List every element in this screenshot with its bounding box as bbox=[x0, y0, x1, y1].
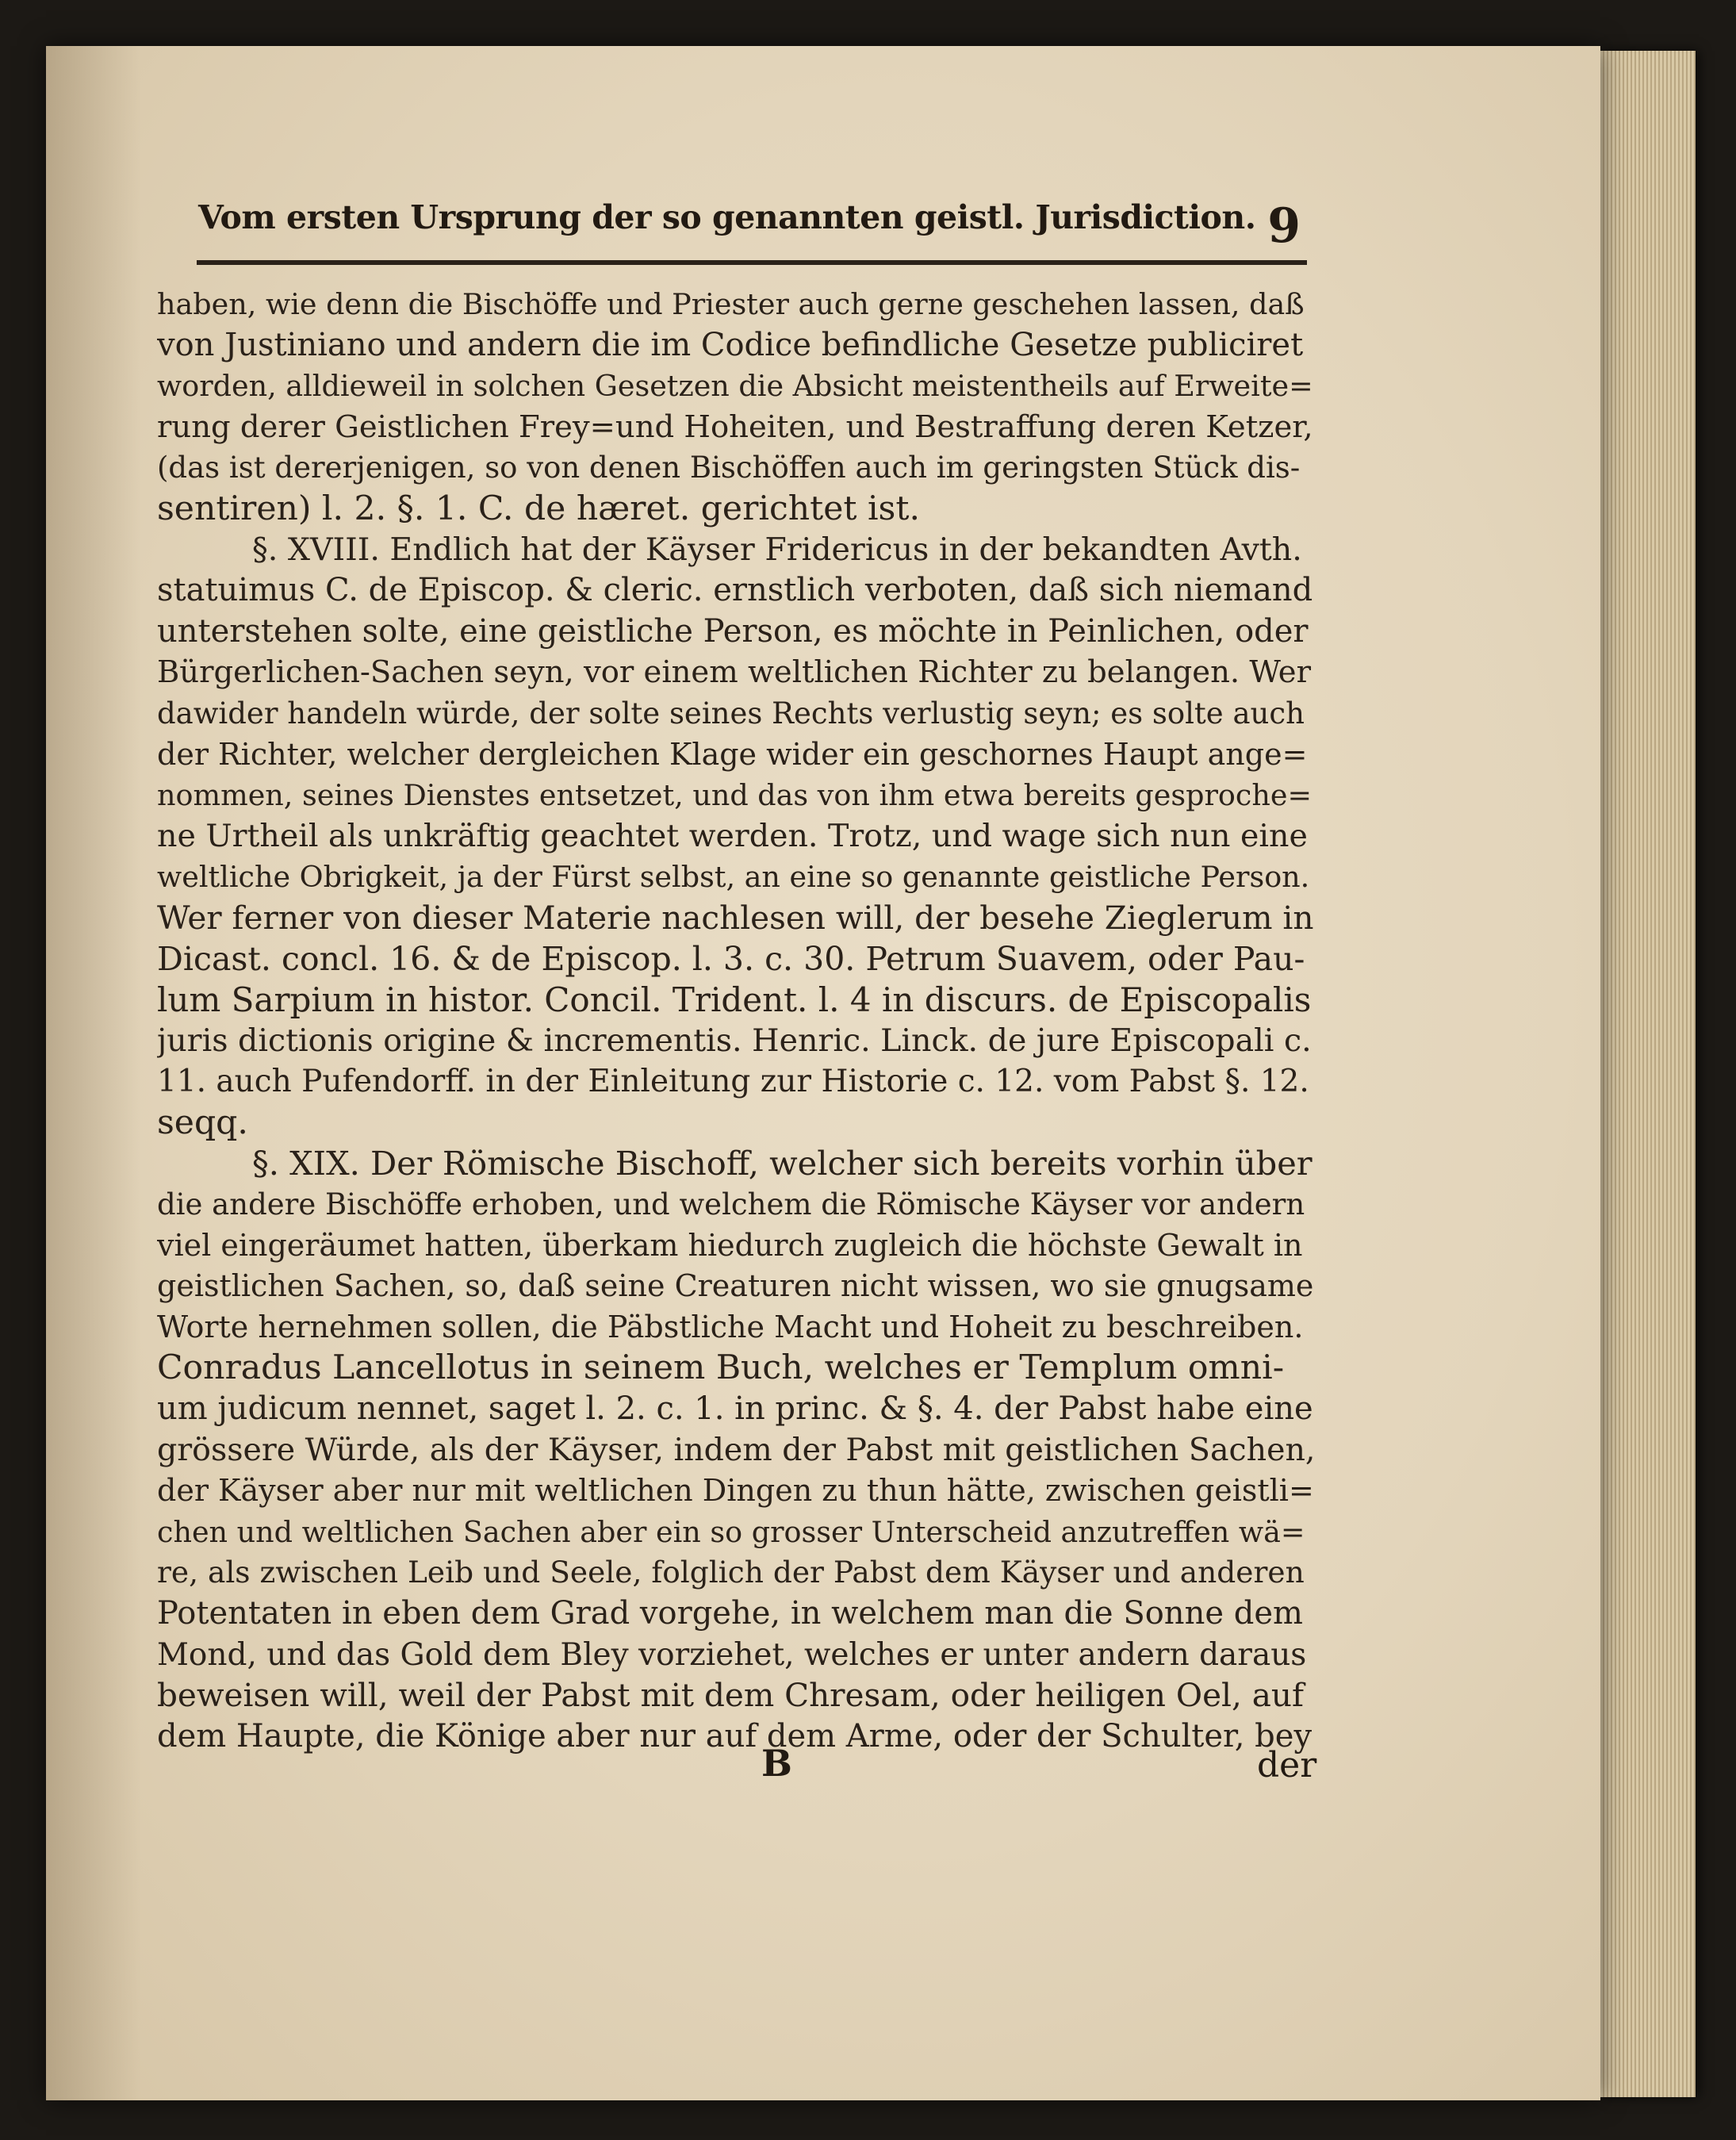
running-title: Vom ersten Ursprung der so genannten geistl. Jurisdiction. bbox=[198, 198, 1256, 236]
text-line: Worte hernehmen sollen, die Päbstliche Macht und Hoheit zu beschreiben. bbox=[157, 1309, 1304, 1344]
text-line: dawider handeln würde, der solte seines Rechts verlustig seyn; es solte auch bbox=[157, 696, 1305, 731]
text-line: grössere Würde, als der Käyser, indem der Pabst mit geistlichen Sachen, bbox=[157, 1431, 1315, 1468]
text-line: Potentaten in eben dem Grad vorgehe, in welchem man die Sonne dem bbox=[157, 1595, 1303, 1632]
text-line: weltliche Obrigkeit, ja der Fürst selbst, an eine so genannte geistliche Person. bbox=[157, 860, 1310, 895]
header-rule bbox=[197, 260, 1307, 265]
text-line: um judicum nennet, saget l. 2. c. 1. in princ. & §. 4. der Pabst habe eine bbox=[157, 1390, 1313, 1428]
text-line: Dicast. concl. 16. & de Episcop. l. 3. c. 30. Petrum Suavem, oder Pau- bbox=[157, 939, 1305, 978]
text-line: beweisen will, weil der Pabst mit dem Chresam, oder heiligen Oel, auf bbox=[157, 1676, 1304, 1715]
text-line: 11. auch Pufendorff. in der Einleitung zur Historie c. 12. vom Pabst §. 12. bbox=[157, 1064, 1309, 1100]
text-line: haben, wie denn die Bischöffe und Priester auch gerne geschehen lassen, daß bbox=[157, 287, 1305, 321]
running-head bbox=[143, 198, 1301, 262]
text-line: unterstehen solte, eine geistliche Person, es möchte in Peinlichen, oder bbox=[157, 612, 1309, 650]
text-line: die andere Bischöffe erhoben, und welchem die Römische Käyser vor andern bbox=[157, 1187, 1305, 1222]
text-line: von Justiniano und andern die im Codice befindliche Gesetze publiciret bbox=[157, 326, 1304, 363]
text-line: viel eingeräumet hatten, überkam hiedurch zugleich die höchste Gewalt in bbox=[157, 1227, 1303, 1263]
book-page-edges bbox=[1600, 51, 1696, 2097]
text-line: juris dictionis origine & incrementis. Henric. Linck. de jure Episcopali c. bbox=[157, 1022, 1312, 1059]
catchword: der bbox=[1257, 1745, 1317, 1785]
text-line: geistlichen Sachen, so, daß seine Creaturen nicht wissen, wo sie gnugsame bbox=[157, 1268, 1314, 1304]
text-line: der Richter, welcher dergleichen Klage wider ein geschornes Haupt ange= bbox=[157, 736, 1308, 772]
text-line: ne Urtheil als unkräftig geachtet werden. Trotz, und wage sich nun eine bbox=[157, 817, 1308, 854]
text-line: seqq. bbox=[157, 1103, 248, 1142]
text-line: chen und weltlichen Sachen aber ein so grosser Unterscheid anzutreffen wä= bbox=[157, 1514, 1305, 1549]
gutter-shadow bbox=[46, 46, 141, 2100]
text-line: Mond, und das Gold dem Bley vorziehet, welches er unter andern daraus bbox=[157, 1636, 1307, 1673]
text-line: lum Sarpium in histor. Concil. Trident. l. 4 in discurs. de Episcopalis bbox=[157, 980, 1312, 1020]
text-line: Wer ferner von dieser Materie nachlesen will, der besehe Zieglerum in bbox=[157, 898, 1314, 937]
text-line: (das ist dererjenigen, so von denen Bischöffen auch im geringsten Stück dis- bbox=[157, 451, 1301, 485]
body-text bbox=[157, 284, 1315, 1757]
text-line: Bürgerlichen-Sachen seyn, vor einem weltlichen Richter zu belangen. Wer bbox=[157, 654, 1311, 691]
text-line: dem Haupte, die Könige aber nur auf dem Arme, oder der Schulter, bey bbox=[157, 1717, 1313, 1755]
text-line: nommen, seines Dienstes entsetzet, und das von ihm etwa bereits gesproche= bbox=[157, 778, 1313, 813]
text-line: rung derer Geistlichen Frey=und Hoheiten, und Bestraffung deren Ketzer, bbox=[157, 408, 1313, 445]
page-number: 9 bbox=[1267, 198, 1301, 254]
text-line: §. XVIII. Endlich hat der Käyser Fridericus in der bekandten Avth. bbox=[252, 531, 1302, 568]
text-line: re, als zwischen Leib und Seele, folglich der Pabst dem Käyser und anderen bbox=[157, 1555, 1305, 1590]
text-line: statuimus C. de Episcop. & cleric. ernstlich verboten, daß sich niemand bbox=[157, 572, 1313, 609]
text-line: sentiren) l. 2. §. 1. C. de hæret. gerichtet ist. bbox=[157, 489, 920, 528]
signature-mark: B bbox=[761, 1742, 792, 1785]
text-line: worden, alldieweil in solchen Gesetzen die Absicht meistentheils auf Erweite= bbox=[157, 369, 1313, 404]
text-line: Conradus Lancellotus in seinem Buch, welches er Templum omni- bbox=[157, 1348, 1285, 1388]
text-line: der Käyser aber nur mit weltlichen Dingen zu thun hätte, zwischen geistli= bbox=[157, 1473, 1314, 1509]
text-line: §. XIX. Der Römische Bischoff, welcher sich bereits vorhin über bbox=[252, 1144, 1313, 1183]
